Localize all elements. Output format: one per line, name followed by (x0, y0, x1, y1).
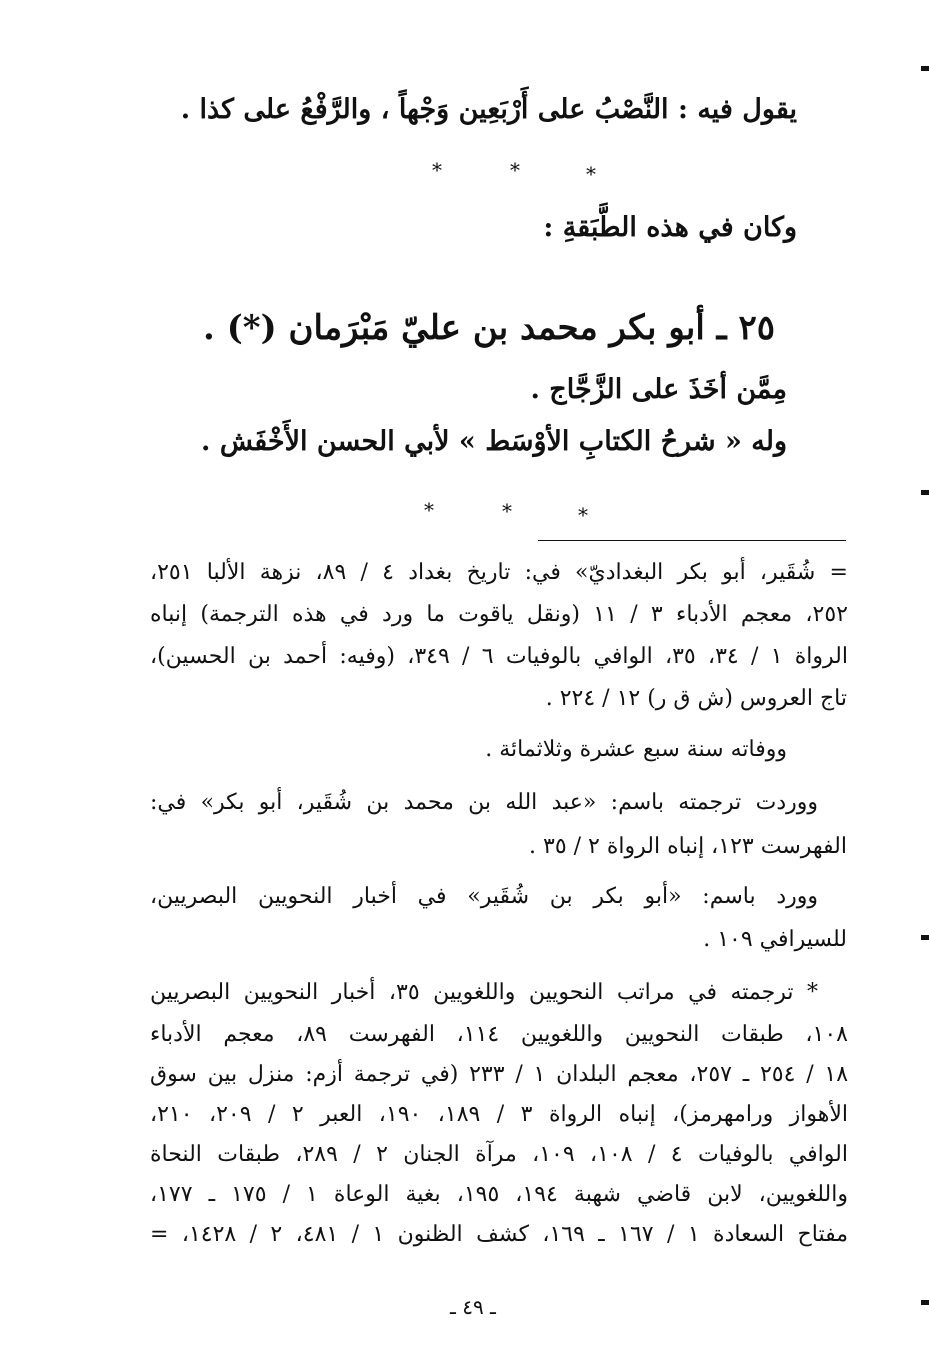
top-text-line: يقول فيه : النَّصْبُ على أَرْبَعِين وَجْهاً ، والرَّفْعُ على كذا . (180, 94, 797, 125)
footnote-line: الرواة ١ / ٣٤، ٣٥، الوافي بالوفيات ٦ / ٣٤٩، (وفيه: أحمد بن الحسين)، (150, 644, 849, 669)
footnote-line: وورد باسم: «أبو بكر بن شُقَير» في أخبار النحويين البصريين، (150, 884, 818, 909)
separator-star: * (510, 158, 520, 182)
margin-mark (921, 1300, 929, 1305)
footnote-line: تاج العروس (ش ق ر) ١٢ / ٢٢٤ . (545, 686, 847, 711)
footnote-line: = شُقَير، أبو بكر البغداديّ» في: تاريخ بغداد ٤ / ٨٩، نزهة الألبا ٢٥١، (150, 560, 848, 585)
separator-star: * (424, 498, 434, 522)
page-number: ـ ٤٩ ـ (450, 1295, 496, 1319)
margin-mark (921, 490, 929, 495)
footnote-line: ووردت ترجمته باسم: «عبد الله بن محمد بن شُقَير، أبو بكر» في: (150, 790, 819, 815)
footnote-rule (538, 540, 846, 541)
footnote-line: ١٠٨، طبقات النحويين واللغويين ١١٤، الفهرست ٨٩، معجم الأدباء (150, 1022, 848, 1047)
footnote-line: * ترجمته في مراتب النحويين واللغويين ٣٥، أخبار النحويين البصريين (150, 980, 819, 1005)
margin-mark (921, 66, 929, 71)
separator-star: * (432, 158, 442, 182)
entry-line: وله « شرحُ الكتابِ الأوْسَط » لأبي الحسن الأَخْفَش . (201, 426, 787, 457)
footnote-line: واللغويين، لابن قاضي شهبة ١٩٤، ١٩٥، بغية الوعاة ١ / ١٧٥ ـ ١٧٧، (150, 1182, 848, 1207)
separator-star: * (502, 499, 512, 523)
footnote-line: للسيرافي ١٠٩ . (703, 927, 847, 952)
margin-mark (921, 935, 929, 940)
entry-heading: ٢٥ ـ أبو بكر محمد بن عليّ مَبْرَمان (*) . (203, 308, 775, 348)
footnote-line: الوافي بالوفيات ٤ / ١٠٨، ١٠٩، مرآة الجنان ٢ / ٢٨٩، طبقات النحاة (150, 1142, 848, 1167)
separator-star: * (578, 503, 588, 527)
footnote-line: مفتاح السعادة ١ / ١٦٧ ـ ١٦٩، كشف الظنون ١ / ٤٨١، ٢ / ١٤٢٨، = (150, 1222, 848, 1247)
section-intro: وكان في هذه الطَّبَقةِ : (543, 212, 797, 243)
separator-star: * (586, 162, 596, 186)
entry-line: مِمَّن أخَذَ على الزَّجَّاج . (530, 374, 787, 405)
footnote-line: الأهواز ورامهرمز)، إنباه الرواة ٣ / ١٨٩، ١٩٠، العبر ٢ / ٢٠٩، ٢١٠، (150, 1102, 848, 1127)
footnote-line: ٢٥٢، معجم الأدباء ٣ / ١١ (ونقل ياقوت ما ورد في هذه الترجمة) إنباه (150, 602, 848, 627)
death-note: ووفاته سنة سبع عشرة وثلاثمائة . (485, 737, 787, 762)
footnote-line: الفهرست ١٢٣، إنباه الرواة ٢ / ٣٥ . (529, 834, 847, 859)
footnote-line: ١٨ / ٢٥٤ ـ ٢٥٧، معجم البلدان ١ / ٢٣٣ (في ترجمة أزم: منزل بين سوق (150, 1062, 849, 1087)
